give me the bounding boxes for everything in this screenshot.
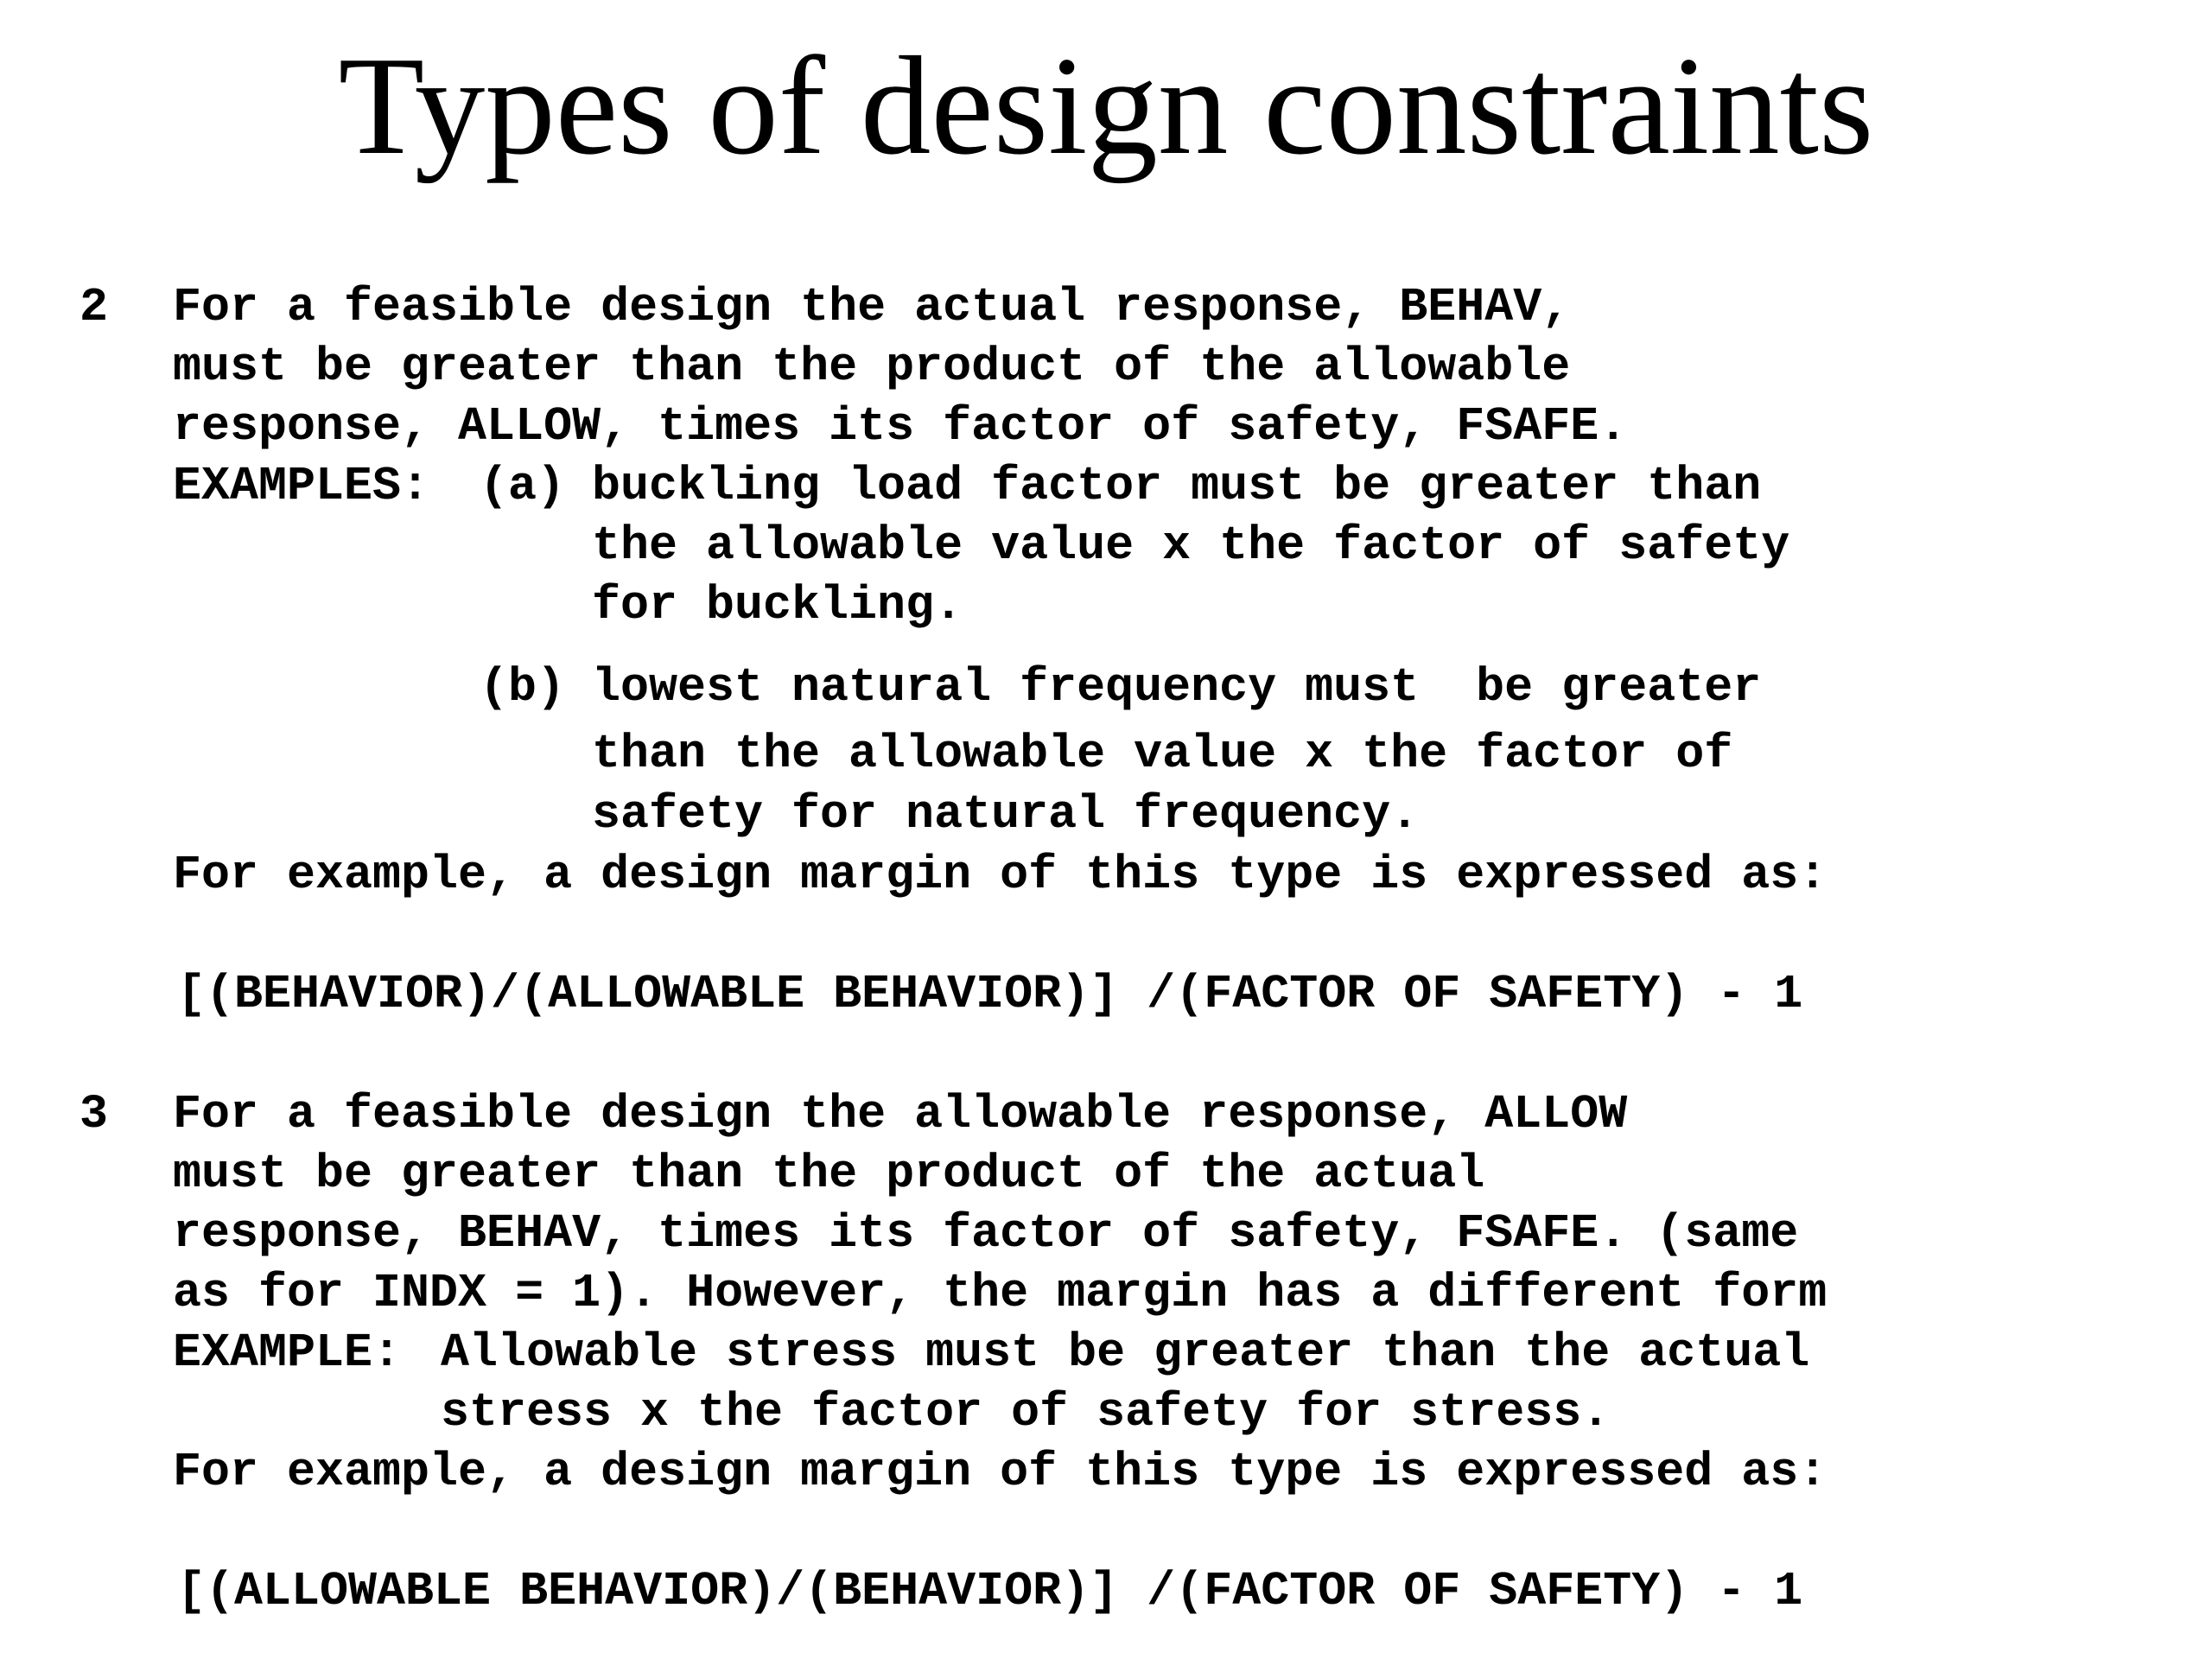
example-a-line-3: for buckling. [592, 578, 963, 632]
constraint-2-line-2: must be greater than the product of the allowable [173, 340, 1571, 394]
constraint-3-line-4: as for INDX = 1). However, the margin has a different form [173, 1266, 1827, 1320]
constraint-3-formula: [(ALLOWABLE BEHAVIOR)/(BEHAVIOR)] /(FACTOR OF SAFETY) - 1 [177, 1564, 1803, 1618]
constraint-3-for-example: For example, a design margin of this type is expressed as: [173, 1445, 1827, 1499]
example-b-marker: (b) [480, 660, 566, 715]
constraint-3-line-3: response, BEHAV, times its factor of safety, FSAFE. (same [173, 1206, 1799, 1261]
constraint-3-number: 3 [79, 1087, 109, 1141]
constraint-3-example-label: EXAMPLE: [173, 1325, 402, 1380]
example-b-line-2: than the allowable value x the factor of [592, 727, 1733, 781]
constraint-3-line-1: For a feasible design the allowable response, ALLOW [173, 1087, 1628, 1141]
constraint-2-examples-label: EXAMPLES: [173, 459, 430, 513]
example-b-line-1: lowest natural frequency must be greater [592, 660, 1762, 715]
example-a-marker: (a) [480, 459, 566, 513]
constraint-2-for-example: For example, a design margin of this type is expressed as: [173, 848, 1827, 902]
example-b-line-3: safety for natural frequency. [592, 787, 1420, 842]
example-a-line-2: the allowable value x the factor of safety [592, 518, 1790, 573]
constraint-2-line-3: response, ALLOW, times its factor of safety, FSAFE. [173, 399, 1628, 454]
example-a-line-1: buckling load factor must be greater than [592, 459, 1762, 513]
slide-title: Types of design constraints [338, 29, 1874, 184]
constraint-2-line-1: For a feasible design the actual response, BEHAV, [173, 280, 1571, 334]
constraint-2-formula: [(BEHAVIOR)/(ALLOWABLE BEHAVIOR)] /(FACTOR OF SAFETY) - 1 [177, 967, 1803, 1021]
constraint-3-example-line-1: Allowable stress must be greater than the actual [441, 1325, 1810, 1380]
constraint-2-number: 2 [79, 280, 109, 334]
constraint-3-line-2: must be greater than the product of the actual [173, 1147, 1485, 1201]
constraint-3-example-line-2: stress x the factor of safety for stress. [441, 1385, 1611, 1440]
